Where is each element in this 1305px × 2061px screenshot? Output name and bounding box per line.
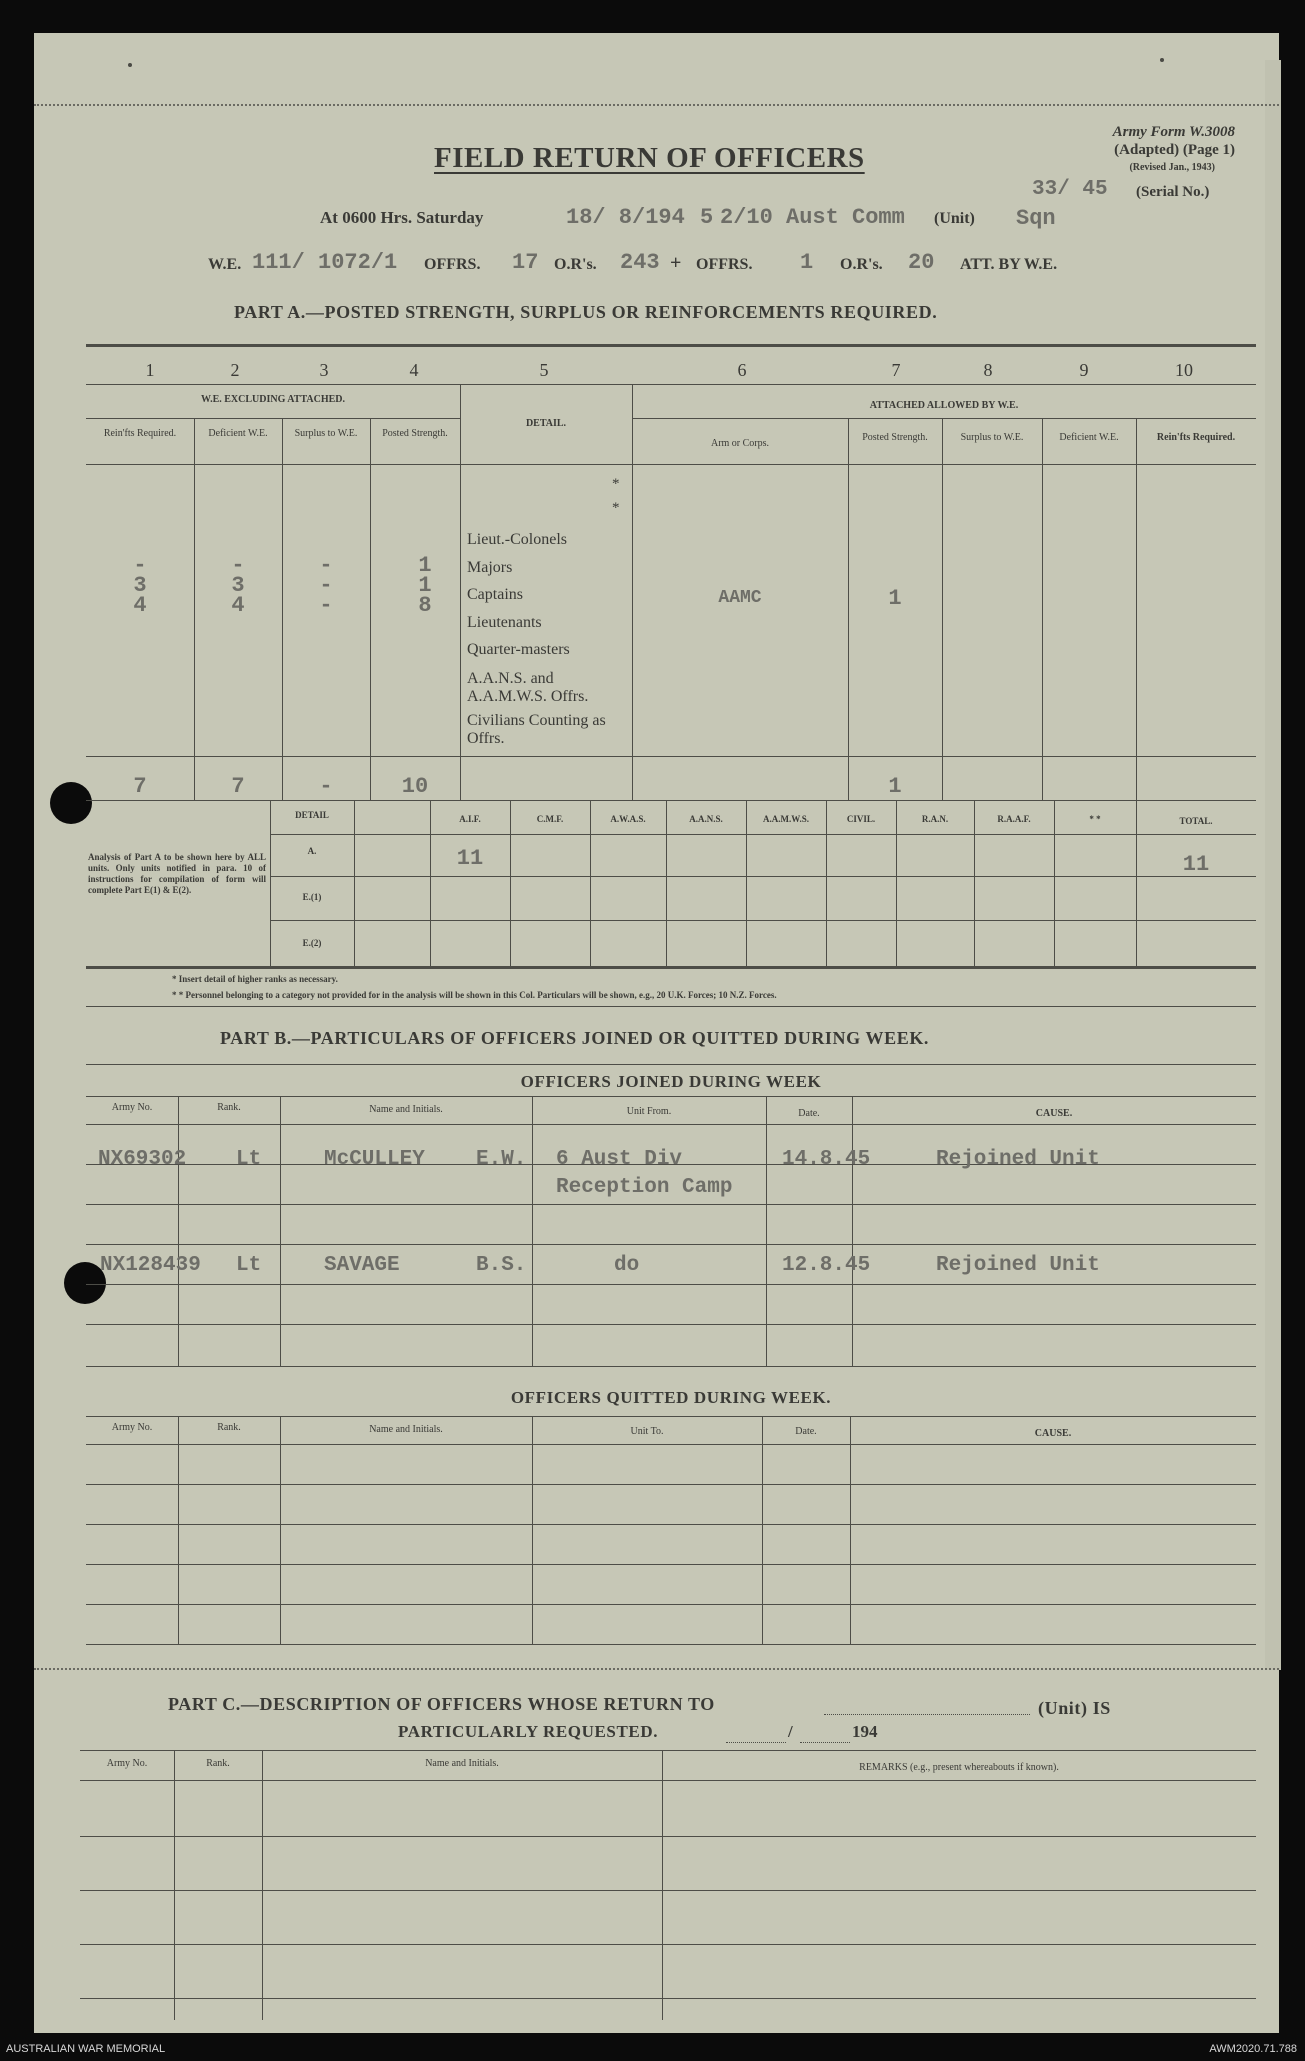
col-number-6: 6: [737, 360, 747, 380]
table-col-line: [766, 1096, 767, 1366]
att-posted-header: Posted Strength.: [862, 432, 928, 443]
total-c2: 7: [231, 774, 245, 799]
table-col-line: [942, 418, 943, 800]
ors2-value: 20: [908, 250, 935, 275]
offrs-value: 17: [512, 250, 539, 275]
col3-captains: -: [319, 573, 333, 598]
table-rule: [632, 418, 1256, 419]
joined-row1-unit: 6 Aust Div: [556, 1148, 683, 1171]
table-rule: [80, 1780, 1256, 1781]
rank-lieut-colonels: Lieut.-Colonels: [467, 531, 567, 548]
col4-majors: 1: [418, 553, 432, 578]
footnote-1: * Insert detail of higher ranks as necessary.: [172, 974, 338, 984]
joined-row1-cause: Rejoined Unit: [936, 1148, 1100, 1171]
arm-corps-header: Arm or Corps.: [710, 438, 770, 449]
surplus-header: Surplus to W.E.: [294, 428, 358, 439]
analysis-row-a: A.: [307, 846, 317, 856]
col3-lt-col: -: [319, 553, 333, 578]
aif-value: 11: [456, 846, 484, 871]
posted-header: Posted Strength.: [382, 428, 448, 439]
quitted-heading: OFFICERS QUITTED DURING WEEK.: [510, 1388, 832, 1407]
ors-value: 243: [620, 250, 660, 275]
table-rule: [86, 384, 1256, 385]
quitted-army-no-header: Army No.: [111, 1422, 153, 1433]
joined-rank-header: Rank.: [217, 1102, 241, 1113]
rank-civilians: Civilians Counting as Offrs.: [467, 711, 606, 747]
rank-lieutenants: Lieutenants: [467, 613, 542, 631]
footer-accession: AWM2020.71.788: [1209, 2043, 1297, 2055]
att-surplus-header: Surplus to W.E.: [960, 432, 1024, 443]
rank-majors: Majors: [467, 558, 513, 576]
analysis-aamws-header: A.A.M.W.S.: [763, 814, 809, 824]
total-value: 11: [1182, 852, 1210, 877]
analysis-other-header: * *: [1089, 814, 1101, 824]
rank-captains: Captains: [467, 586, 523, 603]
analysis-row-e2: E.(2): [302, 938, 322, 948]
table-col-line: [1042, 418, 1043, 800]
col1-captains: 3: [133, 573, 147, 598]
att-posted-value: 1: [888, 586, 902, 611]
table-col-line: [370, 418, 371, 800]
table-rule: [86, 1204, 1256, 1205]
analysis-cmf-header: C.M.F.: [536, 814, 564, 824]
unit-suffix: Sqn: [1016, 206, 1056, 231]
year-digit: 5: [700, 205, 714, 230]
table-col-line: [662, 1750, 663, 2020]
joined-heading: OFFICERS JOINED DURING WEEK: [520, 1072, 822, 1091]
quitted-name-header: Name and Initials.: [369, 1424, 443, 1435]
table-col-line: [590, 800, 591, 966]
table-rule: [270, 876, 1256, 877]
quitted-cause-header: CAUSE.: [1034, 1428, 1072, 1439]
page-title: FIELD RETURN OF OFFICERS: [434, 142, 865, 174]
joined-row2-name: SAVAGE: [324, 1254, 400, 1277]
attached-allowed-header: ATTACHED ALLOWED BY W.E.: [869, 400, 1019, 411]
table-rule: [86, 1124, 1256, 1125]
table-rule: [86, 1444, 1256, 1445]
table-col-line: [896, 800, 897, 966]
analysis-ran-header: R.A.N.: [921, 814, 949, 824]
table-rule: [86, 966, 1256, 969]
plus-sign: +: [670, 252, 682, 274]
total-c4: 10: [401, 774, 429, 799]
star-mark: *: [612, 500, 620, 516]
table-col-line: [178, 1096, 179, 1366]
table-rule: [86, 1064, 1256, 1065]
table-rule: [86, 1006, 1256, 1007]
table-rule: [86, 1366, 1256, 1367]
att-deficient-header: Deficient W.E.: [1059, 432, 1119, 443]
table-rule: [80, 1836, 1256, 1837]
table-rule: [80, 1944, 1256, 1945]
offrs2-value: 1: [800, 250, 814, 275]
col-number-2: 2: [230, 360, 240, 380]
perforation-line: [34, 1668, 1279, 1670]
analysis-detail-header: DETAIL: [295, 810, 329, 820]
joined-row2-initials: B.S.: [476, 1254, 527, 1277]
col-number-9: 9: [1079, 360, 1089, 380]
adapted-label: (Adapted) (Page 1): [1114, 142, 1235, 158]
partc-rank-header: Rank.: [206, 1758, 230, 1769]
table-col-line: [262, 1750, 263, 2020]
part-c-unit-line: [824, 1714, 1030, 1715]
partc-remarks-header: REMARKS (e.g., present whereabouts if known).: [859, 1762, 1059, 1773]
att-reinfts-header: Rein'fts Required.: [1156, 432, 1236, 443]
rein-fts-header: Rein'fts Required.: [103, 428, 177, 439]
table-col-line: [852, 1096, 853, 1366]
detail-header: DETAIL.: [525, 418, 567, 429]
table-rule: [86, 344, 1256, 347]
joined-row2-date: 12.8.45: [782, 1254, 871, 1277]
col-number-1: 1: [145, 360, 155, 380]
joined-row2-unit: do: [614, 1254, 640, 1277]
part-b-heading: PART B.—PARTICULARS OF OFFICERS JOINED OR QUITTED DURING WEEK.: [220, 1028, 930, 1048]
table-col-line: [280, 1096, 281, 1366]
table-col-line: [746, 800, 747, 966]
joined-row1-rank: Lt: [236, 1148, 262, 1171]
col3-lieutenants: -: [319, 593, 333, 618]
joined-row1-initials: E.W.: [476, 1148, 527, 1171]
table-rule: [86, 1484, 1256, 1485]
table-rule: [86, 1644, 1256, 1645]
deficient-header: Deficient W.E.: [208, 428, 268, 439]
table-rule: [86, 756, 1256, 757]
star-mark: *: [612, 476, 620, 492]
table-rule: [86, 1564, 1256, 1565]
joined-name-header: Name and Initials.: [369, 1104, 443, 1115]
joined-date-header: Date.: [798, 1108, 820, 1119]
col4-captains: 1: [418, 573, 432, 598]
we-label: W.E.: [208, 256, 242, 273]
table-col-line: [280, 1416, 281, 1644]
col-number-3: 3: [319, 360, 329, 380]
table-col-line: [532, 1416, 533, 1644]
col1-lieutenants: 4: [133, 593, 147, 618]
col2-values: [194, 553, 282, 618]
table-col-line: [354, 800, 355, 966]
tack-mark: [1160, 58, 1164, 62]
col-number-8: 8: [983, 360, 993, 380]
col3-values: [282, 553, 370, 618]
col4-values: [380, 553, 470, 618]
col2-lt-col: -: [231, 553, 245, 578]
analysis-aans-header: A.A.N.S.: [689, 814, 723, 824]
table-col-line: [510, 800, 511, 966]
part-c-date-sep: /: [788, 1722, 793, 1741]
arm-corps-value: AAMC: [718, 588, 762, 608]
analysis-aif-header: A.I.F.: [459, 814, 481, 824]
table-col-line: [762, 1416, 763, 1644]
offrs2-label: OFFRS.: [696, 256, 753, 273]
analysis-total-header: TOTAL.: [1179, 816, 1213, 826]
table-rule: [80, 1998, 1256, 1999]
quitted-date-header: Date.: [795, 1426, 817, 1437]
analysis-raaf-header: R.A.A.F.: [997, 814, 1031, 824]
table-rule: [86, 1324, 1256, 1325]
part-c-heading: PART C.—DESCRIPTION OF OFFICERS WHOSE RETURN TO: [168, 1694, 715, 1714]
col-number-4: 4: [409, 360, 419, 380]
analysis-awas-header: A.W.A.S.: [610, 814, 646, 824]
col-number-10: 10: [1175, 360, 1193, 380]
table-rule: [86, 1524, 1256, 1525]
col-number-7: 7: [891, 360, 901, 380]
at-line: At 0600 Hrs. Saturday: [320, 208, 484, 227]
table-col-line: [826, 800, 827, 966]
part-c-unit-is: (Unit) IS: [1038, 1698, 1111, 1718]
analysis-row-e1: E.(1): [302, 892, 322, 902]
quitted-unit-header: Unit To.: [630, 1426, 664, 1437]
partc-army-no-header: Army No.: [106, 1758, 148, 1769]
table-rule: [86, 418, 460, 419]
col1-values: [86, 553, 194, 618]
table-col-line: [666, 800, 667, 966]
table-rule: [86, 1096, 1256, 1097]
rank-quartermasters: Quarter-masters: [467, 641, 570, 658]
col2-captains: 3: [231, 573, 245, 598]
table-rule: [80, 1750, 1256, 1751]
joined-row1-army-no: NX69302: [98, 1148, 187, 1171]
col1-lt-col: -: [133, 553, 147, 578]
table-col-line: [1054, 800, 1055, 966]
sheet-edge: [1265, 60, 1281, 1670]
col2-lieutenants: 4: [231, 593, 245, 618]
table-rule: [80, 1890, 1256, 1891]
total-c7: 1: [888, 774, 902, 799]
serial-label: (Serial No.): [1136, 184, 1210, 200]
table-col-line: [178, 1416, 179, 1644]
table-rule: [270, 920, 1256, 921]
table-rule: [86, 800, 1256, 801]
part-c-day-line: [726, 1742, 786, 1743]
revised-label: (Revised Jan., 1943): [1129, 162, 1215, 173]
partc-name-header: Name and Initials.: [425, 1758, 499, 1769]
joined-army-no-header: Army No.: [111, 1102, 153, 1113]
joined-row1-date: 14.8.45: [782, 1148, 871, 1171]
rank-list: [467, 526, 632, 748]
unit-value: 2/10 Aust Comm: [720, 205, 905, 230]
footer-credit: AUSTRALIAN WAR MEMORIAL: [6, 2043, 166, 2055]
part-c-requested: PARTICULARLY REQUESTED.: [398, 1722, 659, 1741]
offrs-label: OFFRS.: [424, 256, 481, 273]
unit-label: (Unit): [934, 210, 975, 227]
serial-value: 33/ 45: [1032, 178, 1108, 201]
perforation-line: [34, 104, 1279, 106]
analysis-note: Analysis of Part A to be shown here by ALL units. Only units notified in para. 10 of instructions for compilation of form will complete Part E(1) & E(2).: [88, 852, 266, 895]
date-value: 18/ 8/194: [566, 205, 685, 230]
part-c-month-line: [800, 1742, 850, 1743]
quitted-rank-header: Rank.: [217, 1422, 241, 1433]
joined-row2-rank: Lt: [236, 1254, 262, 1277]
joined-cause-header: CAUSE.: [1035, 1108, 1073, 1119]
joined-unit-header: Unit From.: [626, 1106, 672, 1117]
joined-row1-name: McCULLEY: [324, 1148, 425, 1171]
table-col-line: [532, 1096, 533, 1366]
footnote-2: * * Personnel belonging to a category not provided for in the analysis will be shown in this Col. Particulars will be shown, e.g., 20 U.K. Forces; 10 N.Z. Forces.: [172, 990, 777, 1000]
table-rule: [86, 1604, 1256, 1605]
total-c1: 7: [133, 774, 147, 799]
tack-mark: [128, 63, 132, 67]
att-label: ATT. BY W.E.: [960, 256, 1058, 273]
total-c3: -: [319, 774, 333, 799]
table-rule: [270, 834, 1256, 835]
table-rule: [86, 1284, 1256, 1285]
table-col-line: [1136, 418, 1137, 800]
table-rule: [86, 1416, 1256, 1417]
rank-aans: A.A.N.S. and A.A.M.W.S. Offrs.: [467, 669, 589, 705]
col-number-5: 5: [539, 360, 549, 380]
we-value: 111/ 1072/1: [252, 250, 398, 275]
table-rule: [86, 464, 1256, 465]
part-c-year: 194: [852, 1722, 878, 1741]
table-col-line: [430, 800, 431, 966]
table-col-line: [850, 1416, 851, 1644]
army-form-label: Army Form W.3008: [1112, 124, 1235, 140]
analysis-civil-header: CIVIL.: [846, 814, 876, 824]
we-excluding-header: W.E. EXCLUDING ATTACHED.: [200, 394, 345, 405]
ors-label: O.R's.: [554, 256, 597, 273]
joined-row2-cause: Rejoined Unit: [936, 1254, 1100, 1277]
table-col-line: [174, 1750, 175, 2020]
part-a-heading: PART A.—POSTED STRENGTH, SURPLUS OR REINFORCEMENTS REQUIRED.: [234, 302, 938, 322]
joined-row1-unit2: Reception Camp: [556, 1176, 733, 1199]
ors2-label: O.R's.: [840, 256, 883, 273]
col4-lieutenants: 8: [418, 593, 432, 618]
table-col-line: [974, 800, 975, 966]
joined-row2-army-no: NX128439: [100, 1254, 201, 1277]
table-rule: [86, 1244, 1256, 1245]
